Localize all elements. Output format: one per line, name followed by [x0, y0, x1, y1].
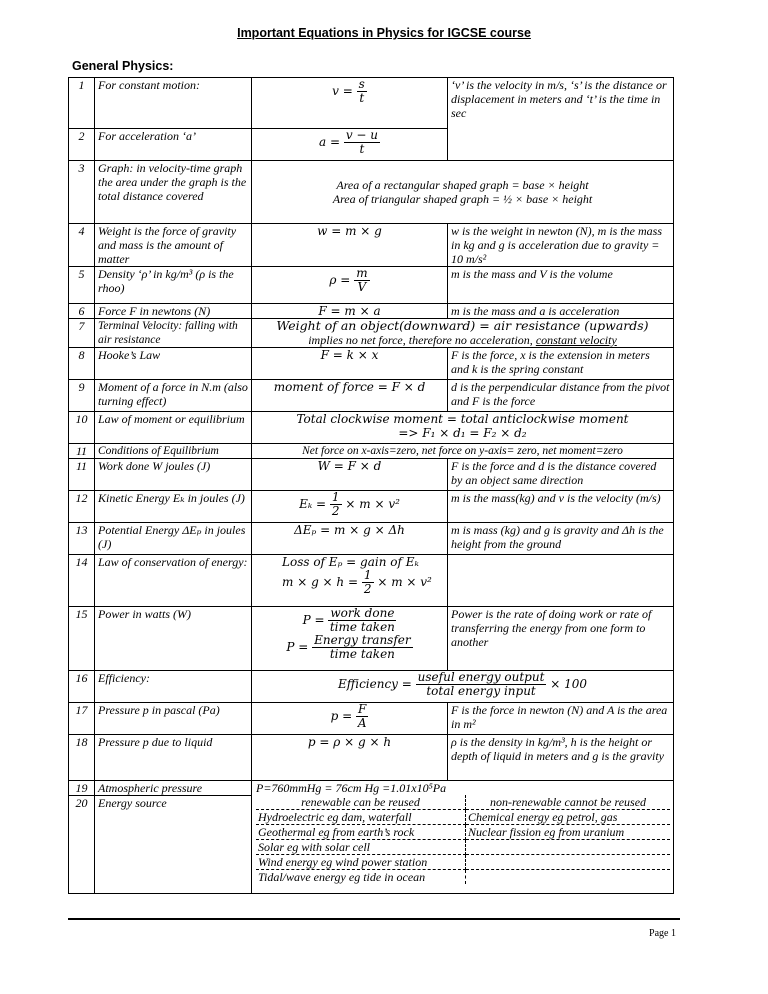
fraction — [312, 634, 412, 661]
table-row — [69, 267, 674, 304]
atmospheric-pressure-value: P=760mmHg = 76cm Hg =1.01x10⁵Pa — [256, 781, 447, 795]
row-statement — [252, 412, 674, 444]
row-topic: Power in watts (W) — [95, 607, 252, 671]
fraction-denominator: A — [357, 716, 367, 730]
fraction — [362, 569, 374, 596]
energy-row — [256, 840, 670, 855]
table-row — [69, 491, 674, 523]
formula-lhs: v = — [332, 84, 353, 98]
renewable-source: Hydroelectric eg dam, waterfall — [256, 810, 466, 825]
equations-table — [68, 77, 674, 894]
fraction-denominator: time taken — [329, 647, 395, 661]
row-topic: Atmospheric pressure — [95, 781, 252, 796]
statement-text: implies no net force, therefore no acceleration, — [308, 333, 536, 347]
nonrenewable-source: Chemical energy eg petrol, gas — [466, 810, 671, 825]
fraction-numerator: Energy transfer — [314, 633, 411, 647]
row-statement: Net force on x-axis=zero, net force on y-axis= zero, net moment=zero — [252, 444, 674, 459]
formula-line — [282, 569, 444, 596]
fraction-denominator: t — [359, 91, 365, 105]
row-number: 11 — [69, 444, 95, 459]
row-number: 4 — [69, 224, 95, 267]
row-number: 15 — [69, 607, 95, 671]
row-formula: p = ρ × g × h — [252, 735, 448, 781]
fraction-numerator: 1 — [331, 490, 340, 504]
row-number: 3 — [69, 161, 95, 224]
fraction-denominator: V — [357, 280, 367, 294]
row-description: m is the mass(kg) and v is the velocity (m/s) — [448, 491, 674, 523]
nonrenewable-source: Nuclear fission eg from uranium — [466, 825, 671, 840]
row-description: m is the mass and V is the volume — [448, 267, 674, 304]
row-number: 5 — [69, 267, 95, 304]
row-number: 9 — [69, 380, 95, 412]
statement-line: Total clockwise moment = total anticlockwise moment — [296, 412, 629, 426]
row-formula — [252, 703, 448, 735]
row-description: ρ is the density in kg/m³, h is the height or depth of liquid in meters and g is the gravity — [448, 735, 674, 781]
row-formula — [252, 267, 448, 304]
table-row — [69, 555, 674, 607]
statement-line: Area of a rectangular shaped graph = base × height — [336, 178, 589, 192]
energy-row — [256, 870, 670, 885]
row-topic: Force F in newtons (N) — [95, 304, 252, 319]
row-number: 8 — [69, 348, 95, 380]
row-number: 11 — [69, 459, 95, 491]
formula-line — [255, 634, 444, 661]
row-number: 13 — [69, 523, 95, 555]
row-statement — [252, 319, 674, 348]
row-formula: w = m × g — [252, 224, 448, 267]
row-topic: Pressure p in pascal (Pa) — [95, 703, 252, 735]
nonrenewable-empty — [466, 870, 671, 885]
page-number: Page 1 — [649, 928, 676, 939]
table-row — [69, 703, 674, 735]
fraction-denominator: time taken — [329, 620, 395, 634]
table-row — [69, 523, 674, 555]
row-description: Power is the rate of doing work or rate of transferring the energy from one form to another — [448, 607, 674, 671]
statement-line — [255, 333, 670, 347]
renewable-source: Wind energy eg wind power station — [256, 855, 466, 870]
fraction — [356, 703, 368, 730]
nonrenewable-empty — [466, 840, 671, 855]
table-row — [69, 348, 674, 380]
row-description: m is mass (kg) and g is gravity and Δh is the height from the ground — [448, 523, 674, 555]
row-topic: Kinetic Energy Eₖ in joules (J) — [95, 491, 252, 523]
fraction-numerator: 1 — [363, 568, 372, 582]
row-topic: Pressure p due to liquid — [95, 735, 252, 781]
fraction — [328, 607, 396, 634]
fraction — [357, 78, 367, 105]
formula-lhs: P = — [286, 640, 309, 654]
row-description: F is the force and d is the distance covered by an object same direction — [448, 459, 674, 491]
row-description: F is the force, x is the extension in meters and k is the spring constant — [448, 348, 674, 380]
formula-lhs: ρ = — [329, 273, 351, 287]
row-number: 1 — [69, 78, 95, 129]
fraction-numerator: useful energy output — [417, 670, 545, 684]
energy-row — [256, 810, 670, 825]
row-topic: Hooke’s Law — [95, 348, 252, 380]
row-number: 2 — [69, 129, 95, 161]
formula-lhs: p = — [330, 709, 353, 723]
row-empty — [448, 555, 674, 607]
row-statement — [252, 671, 674, 703]
table-row — [69, 78, 674, 129]
table-row — [69, 224, 674, 267]
formula-line: Loss of Eₚ = gain of Eₖ — [282, 555, 419, 569]
row-statement — [252, 161, 674, 224]
nonrenewable-empty — [466, 855, 671, 870]
row-topic: For acceleration ‘a’ — [95, 129, 252, 161]
formula-lhs: Efficiency = — [337, 677, 412, 691]
row-topic: Work done W joules (J) — [95, 459, 252, 491]
row-topic: Terminal Velocity: falling with air resistance — [95, 319, 252, 348]
row-topic: Energy source — [95, 796, 252, 894]
renewable-source: Solar eg with solar cell — [256, 840, 466, 855]
fraction-numerator: v − u — [345, 128, 379, 142]
page-title: Important Equations in Physics for IGCSE course — [237, 26, 531, 40]
table-row — [69, 380, 674, 412]
fraction-denominator: t — [359, 142, 365, 156]
row-number: 18 — [69, 735, 95, 781]
row-topic: Law of conservation of energy: — [95, 555, 252, 607]
fraction-numerator: work done — [330, 606, 395, 620]
row-formula — [252, 607, 448, 671]
fraction-denominator: total energy input — [426, 684, 536, 698]
row-topic: Moment of a force in N.m (also turning effect) — [95, 380, 252, 412]
row-description: F is the force in newton (N) and A is the area in m² — [448, 703, 674, 735]
row-formula — [252, 555, 448, 607]
row-topic: Weight is the force of gravity and mass is the amount of matter — [95, 224, 252, 267]
fraction-denominator: 2 — [331, 504, 340, 518]
table-row — [69, 671, 674, 703]
table-row — [69, 161, 674, 224]
formula-line — [255, 607, 444, 634]
formula-rhs: × m × v² — [345, 497, 400, 511]
formula-lhs: P = — [302, 613, 325, 627]
row-description: ‘v’ is the velocity in m/s, ‘s’ is the distance or displacement in meters and ‘t’ is the time in sec — [448, 78, 674, 161]
table-row — [69, 781, 674, 796]
formula-lhs: Eₖ = — [299, 497, 327, 511]
row-topic: Potential Energy ΔEₚ in joules (J) — [95, 523, 252, 555]
row-formula — [252, 129, 448, 161]
row-number: 6 — [69, 304, 95, 319]
row-description: d is the perpendicular distance from the pivot and F is the force — [448, 380, 674, 412]
row-description: m is the mass and a is acceleration — [448, 304, 674, 319]
table-row — [69, 304, 674, 319]
fraction-numerator: s — [358, 77, 365, 91]
row-topic: For constant motion: — [95, 78, 252, 129]
renewable-source: Tidal/wave energy eg tide in ocean — [256, 870, 466, 885]
fraction-numerator: m — [356, 266, 368, 280]
table-row — [69, 412, 674, 444]
row-number: 17 — [69, 703, 95, 735]
row-formula: ΔEₚ = m × g × Δh — [252, 523, 448, 555]
table-row — [69, 444, 674, 459]
statement-underlined: constant velocity — [535, 333, 617, 347]
row-number: 20 — [69, 796, 95, 894]
formula-rhs: × m × v² — [377, 575, 432, 589]
row-topic: Graph: in velocity-time graph the area under the graph is the total distance covered — [95, 161, 252, 224]
fraction-numerator: F — [358, 702, 367, 716]
row-topic: Efficiency: — [95, 671, 252, 703]
row-topic: Conditions of Equilibrium — [95, 444, 252, 459]
energy-row — [256, 855, 670, 870]
statement-line: => F₁ × d₁ = F₂ × d₂ — [398, 426, 527, 440]
row-number: 14 — [69, 555, 95, 607]
energy-row — [256, 825, 670, 840]
fraction — [416, 671, 547, 698]
table-row — [69, 459, 674, 491]
formula-lhs: a = — [318, 135, 340, 149]
row-formula: F = m × a — [252, 304, 448, 319]
row-description: w is the weight in newton (N), m is the mass in kg and g is acceleration due to gravity = 10 m/s² — [448, 224, 674, 267]
table-row — [69, 735, 674, 781]
row-number: 12 — [69, 491, 95, 523]
table-row — [69, 319, 674, 348]
row-number: 19 — [69, 781, 95, 796]
fraction — [344, 129, 380, 156]
formula-rhs: × 100 — [550, 677, 588, 691]
table-row — [69, 607, 674, 671]
row-formula — [252, 491, 448, 523]
fraction — [354, 267, 369, 294]
row-formula — [252, 78, 448, 129]
statement-line: Weight of an object(downward) = air resistance (upwards) — [276, 318, 649, 333]
renewable-source: Geothermal eg from earth’s rock — [256, 825, 466, 840]
row-formula: moment of force = F × d — [252, 380, 448, 412]
row-number: 7 — [69, 319, 95, 348]
row-number: 16 — [69, 671, 95, 703]
nonrenewable-header: non-renewable cannot be reused — [466, 795, 671, 810]
renewable-header: renewable can be reused — [256, 795, 466, 810]
energy-cell — [252, 781, 674, 894]
row-formula: F = k × x — [252, 348, 448, 380]
fraction-denominator: 2 — [363, 582, 372, 596]
row-formula: W = F × d — [252, 459, 448, 491]
row-topic: Density ‘ρ’ in kg/m³ (ρ is the rhoo) — [95, 267, 252, 304]
formula-lhs: m × g × h = — [282, 575, 359, 589]
section-label: General Physics: — [72, 59, 174, 73]
footer-rule — [68, 918, 680, 920]
fraction — [330, 491, 342, 518]
row-number: 10 — [69, 412, 95, 444]
row-topic: Law of moment or equilibrium — [95, 412, 252, 444]
energy-header-row — [256, 795, 670, 810]
energy-source-table — [256, 795, 670, 884]
statement-line: Area of triangular shaped graph = ½ × base × height — [332, 192, 593, 206]
